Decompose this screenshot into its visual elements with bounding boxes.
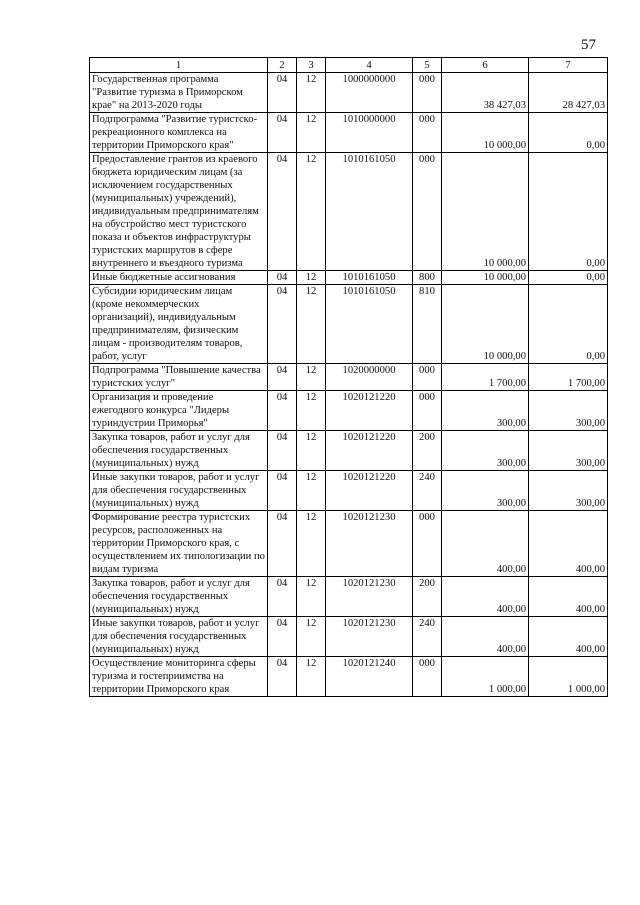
expense-type-cell: 000	[413, 391, 442, 431]
expense-type-cell: 000	[413, 364, 442, 391]
amount-col6-cell: 38 427,03	[442, 73, 529, 113]
page-number: 57	[581, 37, 596, 53]
row-name-cell: Закупка товаров, работ и услуг для обеспечения государственных (муниципальных) нужд	[90, 431, 268, 471]
section-code-cell: 04	[268, 431, 297, 471]
amount-col7-cell: 0,00	[529, 271, 608, 285]
column-header: 5	[413, 58, 442, 73]
amount-col7-cell: 300,00	[529, 471, 608, 511]
subsection-code-cell: 12	[297, 391, 326, 431]
amount-col6-cell: 10 000,00	[442, 113, 529, 153]
amount-col7-cell: 400,00	[529, 617, 608, 657]
amount-col7-cell: 1 700,00	[529, 364, 608, 391]
subsection-code-cell: 12	[297, 153, 326, 271]
header-row	[90, 58, 608, 73]
amount-col6-cell: 1 700,00	[442, 364, 529, 391]
target-article-cell: 1020121230	[326, 577, 413, 617]
row-name-cell: Подпрограмма "Развитие туристско-рекреационного комплекса на территории Приморского края"	[90, 113, 268, 153]
amount-col7-cell: 1 000,00	[529, 657, 608, 697]
table-row	[90, 364, 608, 391]
table-body	[90, 58, 608, 697]
subsection-code-cell: 12	[297, 271, 326, 285]
table-row	[90, 617, 608, 657]
amount-col6-cell: 300,00	[442, 471, 529, 511]
amount-col6-cell: 10 000,00	[442, 285, 529, 364]
amount-col6-cell: 10 000,00	[442, 271, 529, 285]
expense-type-cell: 000	[413, 657, 442, 697]
amount-col6-cell: 400,00	[442, 511, 529, 577]
amount-col7-cell: 0,00	[529, 113, 608, 153]
section-code-cell: 04	[268, 511, 297, 577]
target-article-cell: 1020121240	[326, 657, 413, 697]
subsection-code-cell: 12	[297, 73, 326, 113]
target-article-cell: 1020121220	[326, 391, 413, 431]
target-article-cell: 1020121220	[326, 471, 413, 511]
row-name-cell: Подпрограмма "Повышение качества туристских услуг"	[90, 364, 268, 391]
target-article-cell: 1020121230	[326, 617, 413, 657]
subsection-code-cell: 12	[297, 471, 326, 511]
section-code-cell: 04	[268, 153, 297, 271]
expense-type-cell: 000	[413, 73, 442, 113]
expense-type-cell: 810	[413, 285, 442, 364]
target-article-cell: 1020121230	[326, 511, 413, 577]
section-code-cell: 04	[268, 657, 297, 697]
row-name-cell: Субсидии юридическим лицам (кроме некоммерческих организаций), индивидуальным предпринимателям, физическим лицам - производителям товаров, работ, услуг	[90, 285, 268, 364]
subsection-code-cell: 12	[297, 511, 326, 577]
table-row	[90, 577, 608, 617]
amount-col7-cell: 400,00	[529, 577, 608, 617]
expense-type-cell: 240	[413, 617, 442, 657]
row-name-cell: Осуществление мониторинга сферы туризма и гостеприимства на территории Приморского края	[90, 657, 268, 697]
amount-col6-cell: 300,00	[442, 391, 529, 431]
section-code-cell: 04	[268, 391, 297, 431]
table-row	[90, 73, 608, 113]
table-row	[90, 113, 608, 153]
amount-col7-cell: 0,00	[529, 153, 608, 271]
row-name-cell: Иные бюджетные ассигнования	[90, 271, 268, 285]
expense-type-cell: 240	[413, 471, 442, 511]
amount-col6-cell: 400,00	[442, 577, 529, 617]
subsection-code-cell: 12	[297, 113, 326, 153]
subsection-code-cell: 12	[297, 364, 326, 391]
amount-col7-cell: 300,00	[529, 431, 608, 471]
row-name-cell: Закупка товаров, работ и услуг для обеспечения государственных (муниципальных) нужд	[90, 577, 268, 617]
target-article-cell: 1010161050	[326, 153, 413, 271]
target-article-cell: 1010161050	[326, 271, 413, 285]
budget-table	[89, 57, 608, 697]
expense-type-cell: 200	[413, 577, 442, 617]
amount-col6-cell: 300,00	[442, 431, 529, 471]
table-row	[90, 511, 608, 577]
section-code-cell: 04	[268, 471, 297, 511]
subsection-code-cell: 12	[297, 657, 326, 697]
column-header: 4	[326, 58, 413, 73]
amount-col6-cell: 1 000,00	[442, 657, 529, 697]
amount-col7-cell: 28 427,03	[529, 73, 608, 113]
subsection-code-cell: 12	[297, 285, 326, 364]
table-row	[90, 657, 608, 697]
table-row	[90, 285, 608, 364]
table-row	[90, 471, 608, 511]
target-article-cell: 1020000000	[326, 364, 413, 391]
amount-col6-cell: 400,00	[442, 617, 529, 657]
amount-col6-cell: 10 000,00	[442, 153, 529, 271]
column-header: 7	[529, 58, 608, 73]
section-code-cell: 04	[268, 271, 297, 285]
subsection-code-cell: 12	[297, 431, 326, 471]
table-row	[90, 431, 608, 471]
table-row	[90, 391, 608, 431]
section-code-cell: 04	[268, 617, 297, 657]
amount-col7-cell: 400,00	[529, 511, 608, 577]
row-name-cell: Иные закупки товаров, работ и услуг для обеспечения государственных (муниципальных) нужд	[90, 617, 268, 657]
expense-type-cell: 000	[413, 511, 442, 577]
section-code-cell: 04	[268, 285, 297, 364]
expense-type-cell: 800	[413, 271, 442, 285]
row-name-cell: Государственная программа "Развитие туризма в Приморском крае" на 2013-2020 годы	[90, 73, 268, 113]
target-article-cell: 1000000000	[326, 73, 413, 113]
amount-col7-cell: 0,00	[529, 285, 608, 364]
target-article-cell: 1020121220	[326, 431, 413, 471]
subsection-code-cell: 12	[297, 577, 326, 617]
section-code-cell: 04	[268, 113, 297, 153]
expense-type-cell: 000	[413, 153, 442, 271]
section-code-cell: 04	[268, 73, 297, 113]
row-name-cell: Предоставление грантов из краевого бюджета юридическим лицам (за исключением государственных (муниципальных) учреждений), индивидуальным предпринимателям на обустройство мест туристского показа и объектов инфраструктуры туристских маршрутов в сфере внутреннего и въездного туризма	[90, 153, 268, 271]
expense-type-cell: 000	[413, 113, 442, 153]
column-header: 1	[90, 58, 268, 73]
column-header: 3	[297, 58, 326, 73]
column-header: 6	[442, 58, 529, 73]
section-code-cell: 04	[268, 364, 297, 391]
expense-type-cell: 200	[413, 431, 442, 471]
column-header: 2	[268, 58, 297, 73]
target-article-cell: 1010000000	[326, 113, 413, 153]
row-name-cell: Формирование реестра туристских ресурсов, расположенных на территории Приморского края, с осуществлением их типологизации по видам туризма	[90, 511, 268, 577]
target-article-cell: 1010161050	[326, 285, 413, 364]
amount-col7-cell: 300,00	[529, 391, 608, 431]
row-name-cell: Организация и проведение ежегодного конкурса "Лидеры туриндустрии Приморья"	[90, 391, 268, 431]
section-code-cell: 04	[268, 577, 297, 617]
row-name-cell: Иные закупки товаров, работ и услуг для обеспечения государственных (муниципальных) нужд	[90, 471, 268, 511]
table-row	[90, 153, 608, 271]
table-row	[90, 271, 608, 285]
subsection-code-cell: 12	[297, 617, 326, 657]
